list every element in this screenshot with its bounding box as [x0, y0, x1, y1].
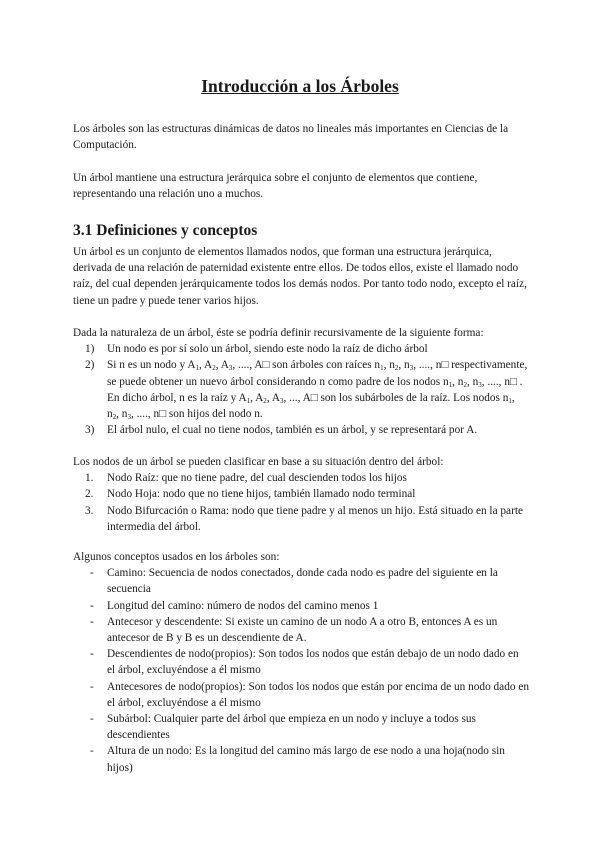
list-item-text: Un nodo es por sí solo un árbol, siendo este nodo la raíz de dicho árbol [107, 343, 428, 356]
concepts-section [73, 549, 529, 776]
list-marker: 3. [85, 504, 94, 517]
list-item-text: Nodo Hoja: nodo que no tiene hijos, también llamado nodo terminal [107, 488, 416, 501]
list-marker: - [90, 713, 94, 726]
section-heading: 3.1 Definiciones y conceptos [73, 222, 258, 239]
list-item-text: Nodo Raíz: que no tiene padre, del cual descienden todos los hijos [107, 472, 407, 485]
list-item [73, 646, 529, 678]
recursive-intro: Dada la naturaleza de un árbol, éste se podría definir recursivamente de la siguiente forma: [73, 327, 484, 339]
list-item [73, 743, 529, 775]
intro-paragraph-1 [73, 121, 529, 153]
list-marker: 2) [85, 359, 95, 372]
list-marker: - [90, 648, 94, 661]
list-item-text: Descendientes de nodo(propios): Son todos los nodos que están debajo de un nodo dado en el árbol, excluyéndose a él mismo [107, 648, 519, 677]
intro-paragraph-2 [73, 170, 529, 202]
list-item-text: Si n es un nodo y $A_1$, $A_2$, $A_3$, ...., A□ son árboles con raíces $n_1$, $n_2$, $n_3$, ...., n□ respectivamente, se puede obtener un nuevo árbol considerando n como padre de los nodos $n_1$, $n_2$, $n_3$, ...., n□ . En dicho árbol, n es la raíz y $A_1$, $A_2$, $A_3$, ..., A□ son los subárboles de la raíz. Los nodos $n_1$, $n_2$, $n_3$, ...., n□ son hijos del nodo n. [107, 359, 528, 422]
list-item [73, 341, 529, 357]
list-item-text: Camino: Secuencia de nodos conectados, donde cada nodo es padre del siguiente en la secuencia [107, 567, 498, 596]
list-marker: 1) [85, 343, 95, 356]
intro-text-1: Los árboles son las estructuras dinámicas de datos no lineales más importantes en Ciencias de la Computación. [73, 123, 509, 152]
definition-text: Un árbol es un conjunto de elementos llamados nodos, que forman una estructura jerárquica, derivada de una relación de paternidad existente entre ellos. De todos ellos, existe el llamado nodo raíz, del cual dependen jerárquicamente todos los demás nodos. Por tanto todo nodo, excepto el raíz, tiene un padre y puede tener varios hijos. [73, 246, 527, 307]
list-item [73, 711, 529, 743]
classification-section [73, 454, 529, 535]
list-item [73, 470, 529, 486]
list-item [73, 565, 529, 597]
list-marker: 3) [85, 424, 95, 437]
list-item [73, 679, 529, 711]
recursive-definition [73, 325, 529, 438]
classification-list [73, 470, 529, 535]
intro-text-2: Un árbol mantiene una estructura jerárquica sobre el conjunto de elementos que contiene, representando una relación uno a muchos. [73, 172, 478, 201]
list-item-text: Longitud del camino: número de nodos del camino menos 1 [107, 599, 379, 612]
list-item [73, 503, 529, 535]
list-item [73, 598, 529, 614]
list-item-text: Nodo Bifurcación o Rama: nodo que tiene padre y al menos un hijo. Está situado en la parte intermedia del árbol. [107, 504, 523, 533]
list-marker: - [90, 599, 94, 612]
list-marker: - [90, 567, 94, 580]
list-item [73, 486, 529, 502]
list-marker: - [90, 745, 94, 758]
list-marker: 1. [85, 472, 94, 485]
list-item [73, 357, 529, 422]
recursive-list [73, 341, 529, 438]
list-item-text: Antecesores de nodo(propios): Son todos los nodos que están por encima de un nodo dado en el árbol, excluyéndose a él mismo [107, 680, 529, 709]
list-marker: - [90, 615, 94, 628]
list-item [73, 614, 529, 646]
definition-paragraph [73, 244, 529, 309]
list-marker: 2. [85, 488, 94, 501]
page-title: Introducción a los Árboles [201, 76, 399, 96]
list-item-text: Subárbol: Cualquier parte del árbol que empieza en un nodo y incluye a todos sus descendientes [107, 713, 476, 742]
classification-intro: Los nodos de un árbol se pueden clasificar en base a su situación dentro del árbol: [73, 456, 444, 468]
list-item-text: Antecesor y descendente: Si existe un camino de un nodo A a otro B, entonces A es un antecesor de B y B es un descendiente de A. [107, 615, 498, 645]
concepts-list [73, 565, 529, 776]
list-item-text: Altura de un nodo: Es la longitud del camino más largo de ese nodo a una hoja(nodo sin hijos) [107, 745, 505, 774]
list-item [73, 422, 529, 438]
concepts-intro: Algunos conceptos usados en los árboles son: [73, 551, 280, 563]
list-marker: - [90, 680, 94, 693]
list-item-text: El árbol nulo, el cual no tiene nodos, también es un árbol, y se representará por A. [107, 424, 478, 437]
